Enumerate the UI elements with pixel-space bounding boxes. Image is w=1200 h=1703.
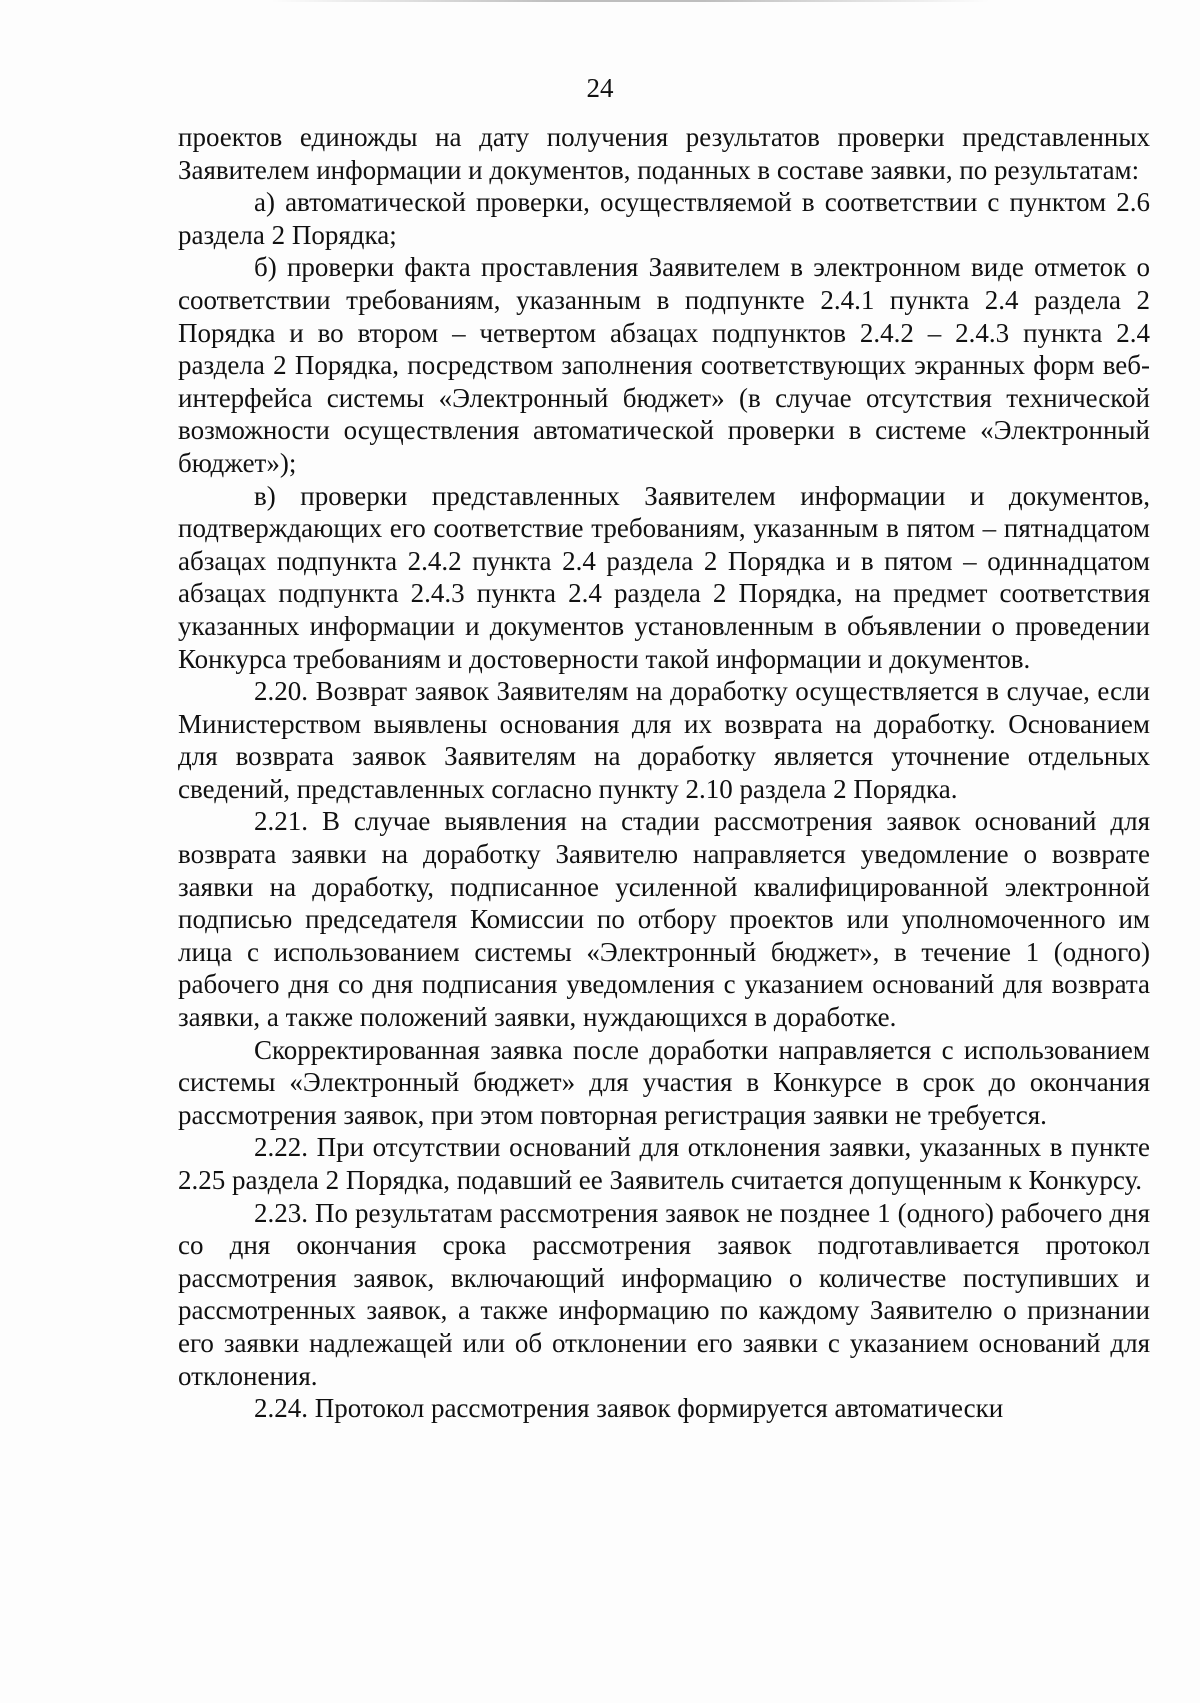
scan-edge-shadow bbox=[270, 0, 990, 2]
paragraph-2-22: 2.22. При отсутствии оснований для отклонения заявки, указанных в пункте 2.25 раздела 2 Порядка, подавший ее Заявитель считается допущенным к Конкурсу. bbox=[178, 1132, 1150, 1195]
paragraph-2-20: 2.20. Возврат заявок Заявителям на доработку осуществляется в случае, если Министерством выявлены основания для их возврата на доработку. Основанием для возврата заявок Заявителям на доработку является уточнение отдельных сведений, представленных согласно пункту 2.10 раздела 2 Порядка. bbox=[178, 676, 1150, 804]
document-body bbox=[178, 121, 1150, 1425]
page-number: 24 bbox=[586, 73, 614, 103]
paragraph-2-23: 2.23. По результатам рассмотрения заявок не позднее 1 (одного) рабочего дня со дня окончания срока рассмотрения заявок подготавливается протокол рассмотрения заявок, включающий информацию о количестве поступивших и рассмотренных заявок, а также информацию по каждому Заявителю о признании его заявки надлежащей или об отклонении его заявки с указанием оснований для отклонения. bbox=[178, 1197, 1150, 1391]
paragraph-corrected-application: Скорректированная заявка после доработки направляется с использованием системы «Электронный бюджет» для участия в Конкурсе в срок до окончания рассмотрения заявок, при этом повторная регистрация заявки не требуется. bbox=[178, 1034, 1150, 1130]
paragraph-item-v: в) проверки представленных Заявителем информации и документов, подтверждающих его соответствие требованиям, указанным в пятом – пятнадцатом абзацах подпункта 2.4.2 пункта 2.4 раздела 2 Порядка и в пятом – одиннадцатом абзацах подпункта 2.4.3 пункта 2.4 раздела 2 Порядка, на предмет соответствия указанных информации и документов установленным в объявлении о проведении Конкурса требованиям и достоверности такой информации и документов. bbox=[178, 480, 1150, 674]
paragraph-2-21: 2.21. В случае выявления на стадии рассмотрения заявок оснований для возврата заявки на доработку Заявителю направляется уведомление о возврате заявки на доработку, подписанное усиленной квалифицированной электронной подписью председателя Комиссии по отбору проектов или уполномоченного им лица с использованием системы «Электронный бюджет», в течение 1 (одного) рабочего дня со дня подписания уведомления с указанием оснований для возврата заявки, а также положений заявки, нуждающихся в доработке. bbox=[178, 806, 1150, 1033]
paragraph-continuation: проектов единожды на дату получения результатов проверки представленных Заявителем информации и документов, поданных в составе заявки, по результатам: bbox=[178, 122, 1150, 185]
paragraph-item-b: б) проверки факта проставления Заявителем в электронном виде отметок о соответствии требованиям, указанным в подпункте 2.4.1 пункта 2.4 раздела 2 Порядка и во втором – четвертом абзацах подпунктов 2.4.2 – 2.4.3 пункта 2.4 раздела 2 Порядка, посредством заполнения соответствующих экранных форм веб-интерфейса системы «Электронный бюджет» (в случае отсутствия технической возможности осуществления автоматической проверки в системе «Электронный бюджет»); bbox=[178, 252, 1150, 478]
paragraph-2-24: 2.24. Протокол рассмотрения заявок формируется автоматически bbox=[254, 1393, 1004, 1424]
paragraph-item-a: а) автоматической проверки, осуществляемой в соответствии с пунктом 2.6 раздела 2 Порядка; bbox=[178, 187, 1150, 250]
